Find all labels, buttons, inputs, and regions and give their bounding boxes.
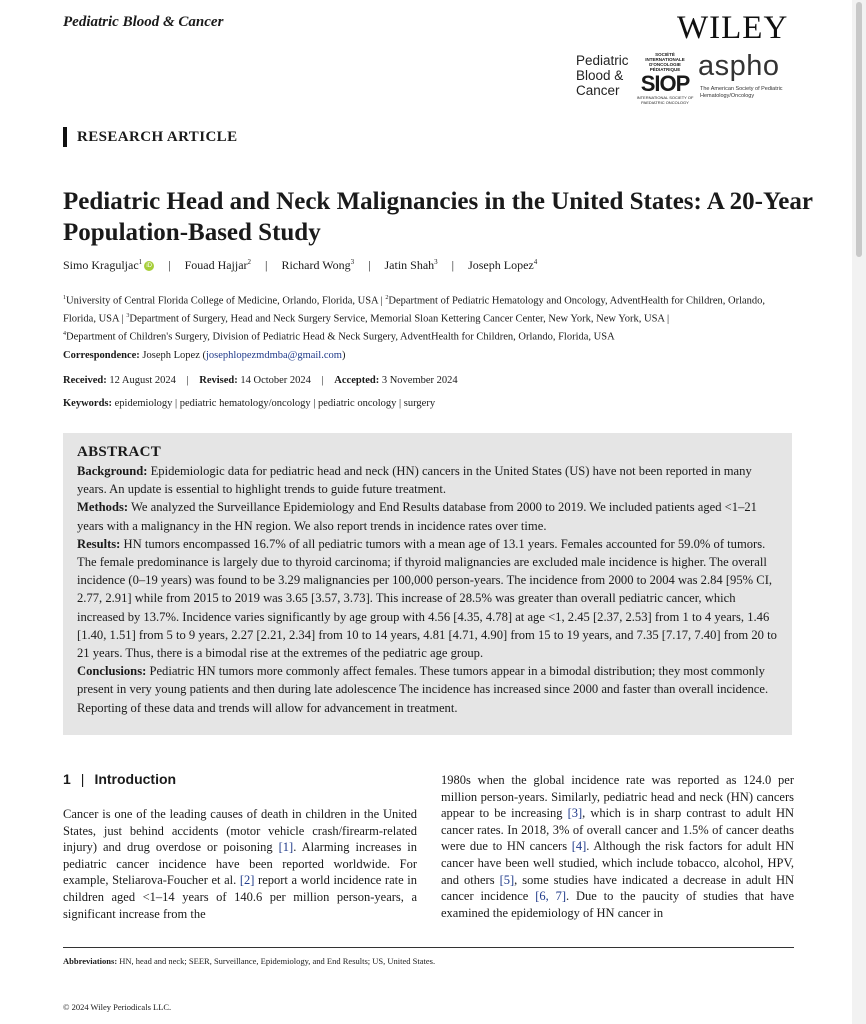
author-separator: | [451,258,455,272]
scrollbar[interactable] [852,0,866,1024]
correspondence-email-link[interactable]: josephlopezmdmba@gmail.com [206,350,342,361]
abbreviations-footnote [63,956,435,966]
author-affil-sup: 3 [350,258,355,266]
body-text: . Although the risk factors for adult HN cancer have been well studied, which include tobacco, alcohol, HPV, and others [441,839,794,887]
keywords [63,398,435,409]
keywords-list: epidemiology | pediatric hematology/oncology | pediatric oncology | surgery [114,398,436,409]
abstract-text: HN tumors encompassed 16.7% of all pediatric tumors with a mean age of 13.1 years. Females accounted for 59.0% of tumors. The female predominance is largely due to thyroid carcinoma; if thyroid malignancies are excluded male incidence is higher. The overall incidence (0–19 years) was found to be 3.29 malignancies per 100,000 person-years. The incidence from 2000 to 2004 was 2.84 [95% CI, 2.77, 2.91] while from 2015 to 2019 was 3.65 [3.57, 3.73]. This increase of 28.5% was greater than overall pediatric cancer, which increased by 13.7%. Incidence varies significantly by age group with 4.56 [4.35, 4.78] at age <1, 2.45 [2.37, 2.53] from 1 to 4 years, 1.46 [1.40, 1.51] from 5 to 9 years, 2.27 [2.21, 2.34] from 10 to 14 years, 4.81 [4.71, 4.90] from 15 to 19 years, and 7.35 [7.17, 7.40] from 20 to 21 years. Thus, there is a bimodal rise at the extremes of the pediatric age group. [77,536,777,661]
revised-date: 14 October 2024 [240,375,311,386]
siop-top-text: SOCIÉTÉ INTERNATIONALE D'ONCOLOGIE PÉDIATRIQUE [645,52,685,72]
journal-logo-line: Cancer [576,83,620,98]
body-text: report a world incidence rate in children aged <1–14 years of 140.6 per million person-years, a significant increase from the [63,873,417,921]
correspondence: Correspondence: Joseph Lopez (josephlopezmdmba@gmail.com) [63,350,346,361]
body-text: Cancer is one of the leading causes of death in children in the United States, just behind accidents (motor vehicle crash/firearm-related injury) and drug overdose or poisoning [63,807,417,855]
orcid-icon[interactable]: iD [144,261,154,271]
abstract-label: Results: [77,536,121,551]
journal-logo-line: Pediatric [576,53,629,68]
author-affil-sup: 4 [533,258,538,266]
author-name[interactable]: Jatin Shah [384,258,435,272]
journal-name: Pediatric Blood & Cancer [63,14,224,30]
affiliation: University of Central Florida College of Medicine, Orlando, Florida, USA | [66,295,386,307]
citation-link[interactable]: [6, 7] [535,889,567,904]
section-divider: | [80,771,85,787]
abstract-label: Conclusions: [77,664,147,679]
citation-link[interactable]: [4] [571,839,587,854]
aspho-subtitle: The American Society of Pediatric Hematology/Oncology [700,86,783,99]
author-name[interactable]: Simo Kraguljac [63,258,139,272]
abbreviations-label: Abbreviations: [63,956,118,966]
abstract-label: Background: [77,464,148,478]
author-separator: | [168,258,171,272]
publisher-logo: WILEY [677,10,789,46]
affiliations [63,291,789,345]
abstract-heading: ABSTRACT [77,444,162,460]
journal-logo [576,53,629,98]
accepted-label: Accepted: [334,375,380,386]
aspho-logo: aspho [698,50,780,82]
copyright: © 2024 Wiley Periodicals LLC. [63,1002,172,1012]
siop-mark: SIOP [640,71,690,96]
body-column-right [441,772,794,921]
citation-link[interactable]: [2] [239,873,255,888]
scrollbar-thumb[interactable] [856,2,862,257]
body-text: . Alarming increases in pediatric cancer incidence have been reported worldwide. For example, Steliarova-Foucher et al. [63,840,417,888]
body-text: 1980s when the global incidence rate was reported as 124.0 per million person-years. Similarly, pediatric head and neck (HN) cancers appear to be increasing [441,773,794,821]
author-name[interactable]: Richard Wong [281,258,351,272]
affiliation: Department of Surgery, Head and Neck Surgery Service, Memorial Sloan Kettering Cancer Center, New York, New York, USA | [129,313,670,325]
author-separator: | [265,258,268,272]
correspondence-label: Correspondence: [63,350,140,361]
keywords-label: Keywords: [63,398,112,409]
received-date: 12 August 2024 [109,375,176,386]
author-name[interactable]: Joseph Lopez [468,258,534,272]
abbreviations-text: HN, head and neck; SEER, Surveillance, Epidemiology, and End Results; US, United States. [119,956,436,966]
abstract-box [63,433,792,735]
body-text: . Due to the paucity of studies that have examined the epidemiology of HN cancer in [441,889,795,920]
affiliation: Department of Pediatric Hematology and Oncology, AdventHealth for Children, Orlando, Florida, USA | [63,295,766,325]
abstract-section [77,662,781,717]
abstract-text: Pediatric HN tumors more commonly affect females. These tumors appear in a bimodal distribution; they most commonly present in very young patients and then during late adolescence The incidence has increased since 2000 and faster than overall incidence. Reporting of these data and trends will allow for advancement in treatment. [77,664,769,715]
affiliation: Department of Children's Surgery, Division of Pediatric Head & Neck Surgery, AdventHealth for Children, Orlando, Florida, USA [66,331,615,343]
siop-bottom-text: INTERNATIONAL SOCIETY OF PAEDIATRIC ONCOLOGY [636,95,694,105]
abstract-section [77,535,781,662]
body-text: , some studies have indicated a decrease in adult HN cancer incidence [441,872,794,904]
abstract-section [77,462,781,498]
citation-link[interactable]: [5] [499,872,515,887]
affil-sup: 3 [126,313,130,319]
footnote-divider [63,947,794,948]
article-type: RESEARCH ARTICLE [77,129,238,145]
body-text: , which is in sharp contrast to adult HN cancer rates. In 2018, 3% of overall cancer and 1.5% of cancer deaths were due to HN cancers [441,806,794,854]
author-affil-sup: 1 [138,258,143,266]
body-column-left [63,806,417,922]
correspondence-name: Joseph Lopez [142,350,200,361]
abstract-label: Methods: [77,500,129,515]
section-number: 1 [63,771,71,787]
accepted-date: 3 November 2024 [381,375,458,386]
citation-link[interactable]: [3] [567,806,583,821]
abstract-section [77,498,781,534]
affil-sup: 4 [63,331,66,337]
abstract-text: Epidemiologic data for pediatric head and neck (HN) cancers in the United States (US) have not been reported in many years. An update is essential to highlight trends to guide future treatment. [77,464,752,497]
abstract-text: We analyzed the Surveillance Epidemiology and End Results database from 2000 to 2019. We included patients aged <1–21 years with a malignancy in the HN region. We also report trends in incidence rates over time. [77,500,757,533]
author-name[interactable]: Fouad Hajjar [184,258,248,272]
revised-label: Revised: [199,375,238,386]
author-separator: | [368,258,371,272]
affil-sup: 1 [63,295,66,301]
section-title: Introduction [94,771,177,787]
siop-logo [636,52,694,105]
author-list [63,258,537,273]
article-title: Pediatric Head and Neck Malignancies in the United States: A 20-Year Population-Based Study [63,188,813,246]
citation-link[interactable]: [1] [278,840,294,855]
author-affil-sup: 3 [434,258,438,266]
received-label: Received: [63,375,107,386]
article-dates: Received: 12 August 2024 | Revised: 14 October 2024 | Accepted: 3 November 2024 [63,375,458,386]
section-heading [63,771,176,787]
affil-sup: 2 [385,295,389,301]
author-affil-sup: 2 [247,258,252,266]
journal-logo-line: Blood & [576,68,624,83]
article-type-bar [63,127,67,147]
